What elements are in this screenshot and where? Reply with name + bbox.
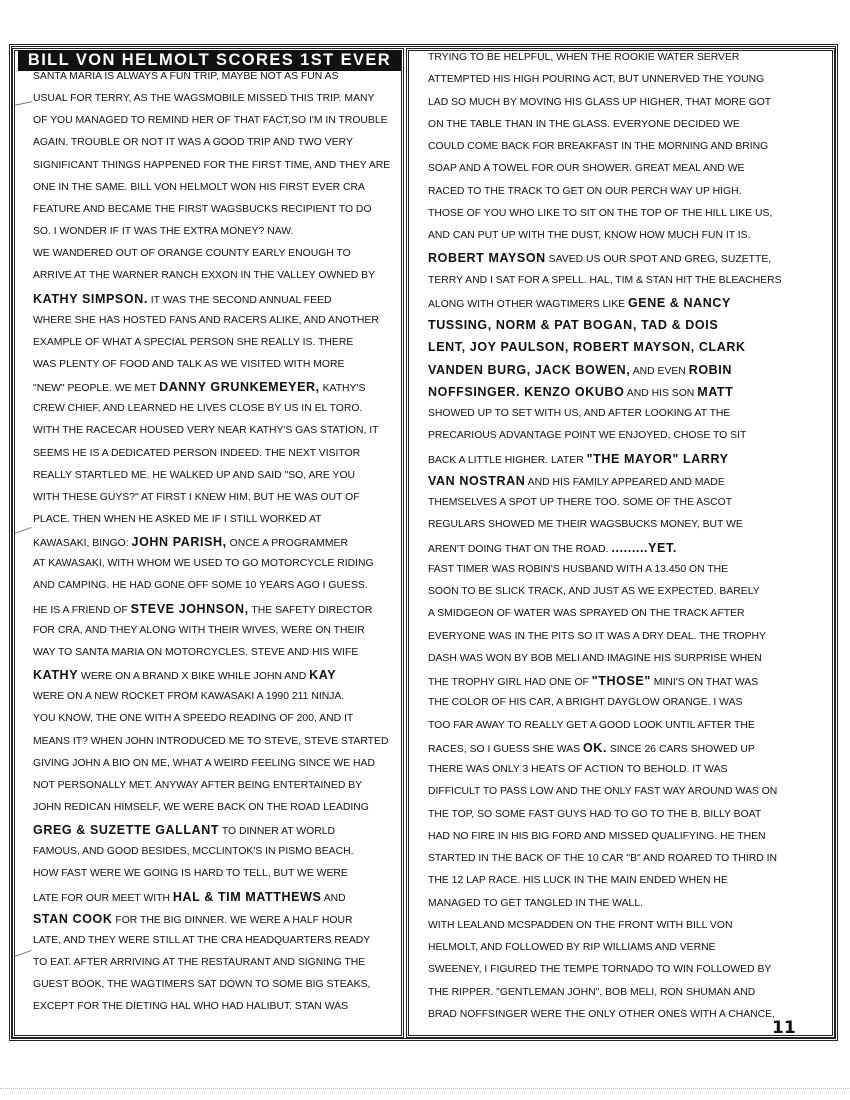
text-segment: REALLY STARTLED ME. HE WALKED UP AND SAID "SO, ARE YOU xyxy=(33,469,356,481)
text-segment: BRAD NOFFSINGER WERE THE ONLY OTHER ONES WITH A CHANCE, xyxy=(428,1008,775,1020)
text-segment: THE SAFETY DIRECTOR xyxy=(248,604,373,616)
text-segment: SINCE 26 CARS SHOWED UP xyxy=(606,743,755,755)
bold-name: OK. xyxy=(582,740,607,755)
text-segment: SOON TO BE SLICK TRACK, AND JUST AS WE EXPECTED. BARELY xyxy=(428,586,760,597)
text-line xyxy=(33,114,388,128)
text-segment: WAY TO SANTA MARIA ON MOTORCYCLES. STEVE AND HIS WIFE xyxy=(33,646,359,658)
bold-name: GENE & NANCY xyxy=(627,295,731,310)
text-segment: GUEST BOOK, THE WAGTIMERS SAT DOWN TO SOME BIG STEAKS, xyxy=(33,979,371,991)
text-segment: JOHN REDICAN HIMSELF, WE WERE BACK ON THE ROAD LEADING xyxy=(33,801,369,813)
bold-name: JOHN PARISH, xyxy=(131,535,227,550)
bold-name: VANDEN BURG, JACK BOWEN, xyxy=(428,362,631,377)
text-segment: THOSE OF YOU WHO LIKE TO SIT ON THE TOP OF THE HILL LIKE US, xyxy=(428,207,773,219)
text-line xyxy=(33,181,365,195)
text-segment: THE 12 LAP RACE. HIS LUCK IN THE MAIN ENDED WHEN HE xyxy=(428,875,728,887)
text-line xyxy=(33,269,375,283)
text-segment: KATHY'S xyxy=(319,383,366,395)
bold-name: .........YET. xyxy=(611,540,677,555)
page-number: 11 xyxy=(772,1018,796,1038)
text-line xyxy=(428,185,742,199)
bold-name: "THE MAYOR" LARRY xyxy=(586,451,729,466)
text-segment: EXCEPT FOR THE DIETING HAL WHO HAD HALIBUT. STAN WAS xyxy=(33,1001,349,1013)
text-segment: THE TOP, SO SOME FAST GUYS HAD TO GO TO THE B. BILLY BOAT xyxy=(428,808,762,820)
text-line xyxy=(428,696,742,710)
text-segment: THE RIPPER. "GENTLEMAN JOHN", BOB MELI, RON SHUMAN AND xyxy=(428,986,756,998)
text-segment: LAD SO MUCH BY MOVING HIS GLASS UP HIGHER, THAT MORE GOT xyxy=(428,96,772,108)
text-line xyxy=(33,735,388,749)
text-segment: TERRY AND I SAT FOR A SPELL. HAL, TIM & STAN HIT THE BLEACHERS xyxy=(428,274,782,286)
text-line xyxy=(33,92,374,106)
headline: BILL VON HELMOLT SCORES 1ST EVER xyxy=(18,50,401,71)
text-line xyxy=(33,934,370,948)
text-segment: CREW CHIEF, AND LEARNED HE LIVES CLOSE BY US IN EL TORO. xyxy=(33,403,363,415)
text-line xyxy=(428,251,771,267)
text-segment: FAMOUS, AND GOOD BESIDES, MCCLINTOK'S IN PISMO BEACH. xyxy=(33,846,354,858)
text-line xyxy=(428,407,730,421)
text-line xyxy=(428,563,728,577)
text-segment: OF YOU MANAGED TO REMIND HER OF THAT FACT,SO I'M IN TROUBLE xyxy=(33,115,388,127)
text-segment: EXAMPLE OF WHAT A SPECIAL PERSON SHE REALLY IS. THERE xyxy=(33,336,354,348)
text-segment: WITH THESE GUYS?" AT FIRST I KNEW HIM, BUT HE WAS OUT OF xyxy=(33,491,360,503)
text-segment: TOO FAR AWAY TO REALLY GET A GOOD LOOK UNTIL AFTER THE xyxy=(428,719,755,731)
text-line xyxy=(33,513,322,527)
bold-name: GREG & SUZETTE GALLANT xyxy=(33,823,220,838)
text-line xyxy=(428,674,758,690)
text-line xyxy=(33,867,348,881)
text-line xyxy=(428,274,782,288)
text-segment: AND CAMPING. HE HAD GONE OFF SOME 10 YEARS AGO I GUESS. xyxy=(33,580,368,592)
bold-name: HAL & TIM MATTHEWS xyxy=(172,889,322,904)
text-segment: THE COLOR OF HIS CAR, A BRIGHT DAYGLOW ORANGE. I WAS xyxy=(428,697,743,709)
text-segment: ATTEMPTED HIS HIGH POURING ACT, BUT UNNERVED THE YOUNG xyxy=(428,74,765,86)
text-segment: FOR THE BIG DINNER. WE WERE A HALF HOUR xyxy=(112,914,353,926)
text-segment: HELMOLT, AND FOLLOWED BY RIP WILLIAMS AND VERNE xyxy=(428,942,716,953)
text-line xyxy=(33,845,354,859)
text-line xyxy=(33,579,368,593)
text-segment: FAST TIMER WAS ROBIN'S HUSBAND WITH A 13.450 ON THE xyxy=(428,563,729,575)
text-segment: FOR CRA, AND THEY ALONG WITH THEIR WIVES, WERE ON THEIR xyxy=(33,624,365,636)
text-segment: WERE ON A BRAND X BIKE WHILE JOHN AND xyxy=(78,671,310,683)
text-segment: AND EVEN xyxy=(630,365,689,377)
text-line xyxy=(428,607,745,621)
text-segment: RACED TO THE TRACK TO GET ON OUR PERCH WAY UP HIGH. xyxy=(428,185,742,197)
text-line xyxy=(428,340,746,356)
text-line xyxy=(428,941,716,955)
text-segment: ARRIVE AT THE WARNER RANCH EXXON IN THE VALLEY OWNED BY xyxy=(33,270,376,282)
bold-name: LENT, JOY PAULSON, ROBERT MAYSON, CLARK xyxy=(428,340,746,355)
text-segment: TO EAT. AFTER ARRIVING AT THE RESTAURANT AND SIGNING THE xyxy=(33,957,366,968)
text-segment: AT KAWASAKI, WITH WHOM WE USED TO GO MOTORCYCLE RIDING xyxy=(33,558,374,570)
text-line xyxy=(33,779,362,793)
text-segment: MEANS IT? WHEN JOHN INTRODUCED ME TO STEVE, STEVE STARTED xyxy=(33,735,389,747)
text-segment: A SMIDGEON OF WATER WAS SPRAYED ON THE TRACK AFTER xyxy=(428,608,745,620)
text-segment: TO DINNER AT WORLD xyxy=(219,826,335,838)
text-segment: NOT PERSONALLY MET. ANYWAY AFTER BEING ENTERTAINED BY xyxy=(33,779,363,791)
text-line xyxy=(33,668,336,684)
text-line xyxy=(33,712,353,726)
text-line xyxy=(428,118,740,132)
text-line xyxy=(33,159,390,173)
bold-name: KATHY SIMPSON. xyxy=(33,291,148,306)
text-line xyxy=(428,363,732,379)
text-line xyxy=(33,358,344,372)
text-line xyxy=(428,229,751,243)
text-segment: HE IS A FRIEND OF xyxy=(33,604,131,616)
text-segment: TRYING TO BE HELPFUL, WHEN THE ROOKIE WATER SERVER xyxy=(428,52,740,63)
bold-name: VAN NOSTRAN xyxy=(428,473,526,488)
text-segment: MANAGED TO GET TANGLED IN THE WALL. xyxy=(428,897,643,909)
text-segment: AGAIN. TROUBLE OR NOT IT WAS A GOOD TRIP AND TWO VERY xyxy=(33,137,353,149)
text-line xyxy=(33,912,352,928)
text-line xyxy=(33,70,338,84)
text-segment: WITH LEALAND MCSPADDEN ON THE FRONT WITH BILL VON xyxy=(428,919,733,931)
text-line xyxy=(33,757,375,771)
bold-name: NOFFSINGER. KENZO OKUBO xyxy=(428,384,625,399)
text-segment: SO. I WONDER IF IT WAS THE EXTRA MONEY? NAW. xyxy=(33,226,294,238)
bold-name: MATT xyxy=(697,384,734,399)
text-line xyxy=(428,1008,775,1022)
text-line xyxy=(33,535,348,551)
text-segment: AND HIS SON xyxy=(624,387,698,399)
text-line xyxy=(428,73,764,87)
text-line xyxy=(428,874,728,888)
text-line xyxy=(33,402,362,416)
text-line xyxy=(428,785,777,799)
text-segment: THE TROPHY GIRL HAD ONE OF xyxy=(428,677,592,688)
text-line xyxy=(428,919,732,933)
text-line xyxy=(428,585,760,599)
text-line xyxy=(428,140,768,154)
text-line xyxy=(428,385,733,401)
bold-name: TUSSING, NORM & PAT BOGAN, TAD & DOIS xyxy=(428,318,719,332)
text-line xyxy=(428,652,762,666)
text-line xyxy=(33,956,365,970)
bold-name: KAY xyxy=(309,668,337,683)
text-segment: EVERYONE WAS IN THE PITS SO IT WAS A DRY DEAL. THE TROPHY xyxy=(428,630,766,642)
text-segment: RACES, SO I GUESS SHE WAS xyxy=(428,743,583,755)
text-segment: USUAL FOR TERRY, AS THE WAGSMOBILE MISSED THIS TRIP. MANY xyxy=(33,93,375,105)
text-line xyxy=(428,719,755,733)
text-segment: THEMSELVES A SPOT UP THERE TOO. SOME OF THE ASCOT xyxy=(428,497,733,508)
text-segment: AND HIS FAMILY APPEARED AND MADE xyxy=(525,476,725,488)
text-segment: HOW FAST WERE WE GOING IS HARD TO TELL, BUT WE WERE xyxy=(33,868,348,880)
text-line xyxy=(428,162,744,176)
text-line xyxy=(33,801,369,815)
text-segment: SAVED US OUR SPOT AND GREG, SUZETTE, xyxy=(545,254,772,266)
text-segment: SHOWED UP TO SET WITH US, AND AFTER LOOKING AT THE xyxy=(428,408,731,419)
text-line xyxy=(428,963,771,977)
text-line xyxy=(33,602,372,618)
text-segment: ONCE A PROGRAMMER xyxy=(226,538,348,550)
text-line xyxy=(428,830,766,844)
bold-name: DANNY GRUNKEMEYER, xyxy=(159,380,320,395)
text-line xyxy=(428,897,643,911)
text-segment: SANTA MARIA IS ALWAYS A FUN TRIP, MAYBE NOT AS FUN AS xyxy=(33,71,339,82)
bold-name: STAN COOK xyxy=(33,911,113,926)
bottom-rule xyxy=(0,1088,850,1089)
text-segment: WITH THE RACECAR HOUSED VERY NEAR KATHY'S GAS STATION, IT xyxy=(33,425,379,437)
text-line xyxy=(428,429,746,443)
text-segment: MINI'S ON THAT WAS xyxy=(650,677,759,688)
text-segment: DASH WAS WON BY BOB MELI AND IMAGINE HIS SURPRISE WHEN xyxy=(428,652,762,664)
text-segment: ONE IN THE SAME. BILL VON HELMOLT WON HIS FIRST EVER CRA xyxy=(33,181,365,193)
text-segment: LATE, AND THEY WERE STILL AT THE CRA HEADQUARTERS READY xyxy=(33,934,371,946)
text-segment: SEEMS HE IS A DEDICATED PERSON INDEED. THE NEXT VISITOR xyxy=(33,447,361,459)
text-line xyxy=(33,247,351,261)
text-segment: PLACE. THEN WHEN HE ASKED ME IF I STILL WORKED AT xyxy=(33,514,322,525)
text-line xyxy=(33,292,332,308)
text-line xyxy=(33,469,355,483)
text-segment: AND CAN PUT UP WITH THE DUST, KNOW HOW MUCH FUN IT IS. xyxy=(428,230,751,241)
text-line xyxy=(428,474,725,490)
text-line xyxy=(428,452,729,468)
text-line xyxy=(428,496,732,510)
text-line xyxy=(428,986,755,1000)
text-segment: SOAP AND A TOWEL FOR OUR SHOWER. GREAT MEAL AND WE xyxy=(428,163,745,175)
text-segment: LATE FOR OUR MEET WITH xyxy=(33,892,173,904)
text-segment: PRECARIOUS ADVANTAGE POINT WE ENJOYED, CHOSE TO SIT xyxy=(428,430,747,442)
text-line xyxy=(428,96,771,110)
bold-name: KATHY xyxy=(33,668,79,683)
text-segment: GIVING JOHN A BIO ON ME, WHAT A WEIRD FEELING SINCE WE HAD xyxy=(33,757,375,769)
text-line xyxy=(428,318,718,334)
text-line xyxy=(428,808,761,822)
text-line xyxy=(428,741,755,757)
text-segment: SWEENEY, I FIGURED THE TEMPE TORNADO TO WIN FOLLOWED BY xyxy=(428,964,772,976)
text-segment: HAD NO FIRE IN HIS BIG FORD AND MISSED QUALIFYING. HE THEN xyxy=(428,830,766,842)
text-segment: FEATURE AND BECAME THE FIRST WAGSBUCKS RECIPIENT TO DO xyxy=(33,203,372,215)
text-segment: KAWASAKI, BINGO: xyxy=(33,538,132,550)
text-segment: COULD COME BACK FOR BREAKFAST IN THE MORNING AND BRING xyxy=(428,141,769,152)
text-line xyxy=(33,314,379,328)
text-line xyxy=(428,763,727,777)
text-line xyxy=(33,624,365,638)
bold-name: "THOSE" xyxy=(591,674,651,688)
text-line xyxy=(33,646,358,660)
text-line xyxy=(33,557,374,571)
text-segment: WE WANDERED OUT OF ORANGE COUNTY EARLY ENOUGH TO xyxy=(33,248,351,260)
text-line xyxy=(428,207,772,221)
text-segment: BACK A LITTLE HIGHER. LATER xyxy=(428,454,587,466)
text-segment: THERE WAS ONLY 3 HEATS OF ACTION TO BEHOLD. IT WAS xyxy=(428,764,728,775)
bold-name: ROBERT MAYSON xyxy=(428,251,546,266)
text-line xyxy=(33,978,370,992)
text-line xyxy=(33,424,379,438)
text-line xyxy=(33,690,344,704)
text-segment: WHERE SHE HAS HOSTED FANS AND RACERS ALIKE, AND ANOTHER xyxy=(33,314,379,326)
text-line xyxy=(33,1000,348,1014)
bold-name: STEVE JOHNSON, xyxy=(130,601,249,616)
text-segment: DIFFICULT TO PASS LOW AND THE ONLY FAST WAY AROUND WAS ON xyxy=(428,786,778,798)
text-line xyxy=(33,336,353,350)
text-line xyxy=(33,225,293,239)
text-line xyxy=(33,890,346,906)
text-line xyxy=(428,852,777,866)
bold-name: ROBIN xyxy=(688,362,732,377)
text-line xyxy=(428,541,677,557)
text-segment: REGULARS SHOWED ME THEIR WAGSBUCKS MONEY, BUT WE xyxy=(428,519,743,531)
text-segment: SIGNIFICANT THINGS HAPPENED FOR THE FIRST TIME, AND THEY ARE xyxy=(33,159,391,171)
text-line xyxy=(428,296,731,312)
text-segment: "NEW" PEOPLE. WE MET xyxy=(33,383,160,395)
text-line xyxy=(428,518,743,532)
text-segment: IT WAS THE SECOND ANNUAL FEED xyxy=(147,294,332,306)
text-segment: AND xyxy=(321,892,346,904)
text-line xyxy=(33,380,365,396)
text-segment: WERE ON A NEW ROCKET FROM KAWASAKI A 1990 211 NINJA. xyxy=(33,691,345,703)
text-segment: ALONG WITH OTHER WAGTIMERS LIKE xyxy=(428,298,628,310)
text-line xyxy=(33,136,353,150)
text-line xyxy=(33,491,360,505)
text-segment: YOU KNOW, THE ONE WITH A SPEEDO READING OF 200, AND IT xyxy=(33,713,354,725)
text-segment: AREN'T DOING THAT ON THE ROAD. xyxy=(428,543,612,555)
text-line xyxy=(428,51,739,65)
text-segment: WAS PLENTY OF FOOD AND TALK AS WE VISITED WITH MORE xyxy=(33,358,345,370)
text-segment: ON THE TABLE THAN IN THE GLASS. EVERYONE DECIDED WE xyxy=(428,118,740,130)
text-line xyxy=(428,630,766,644)
text-segment: STARTED IN THE BACK OF THE 10 CAR "B" AND ROARED TO THIRD IN xyxy=(428,853,777,864)
text-line xyxy=(33,823,335,839)
text-line xyxy=(33,203,372,217)
text-line xyxy=(33,447,360,461)
